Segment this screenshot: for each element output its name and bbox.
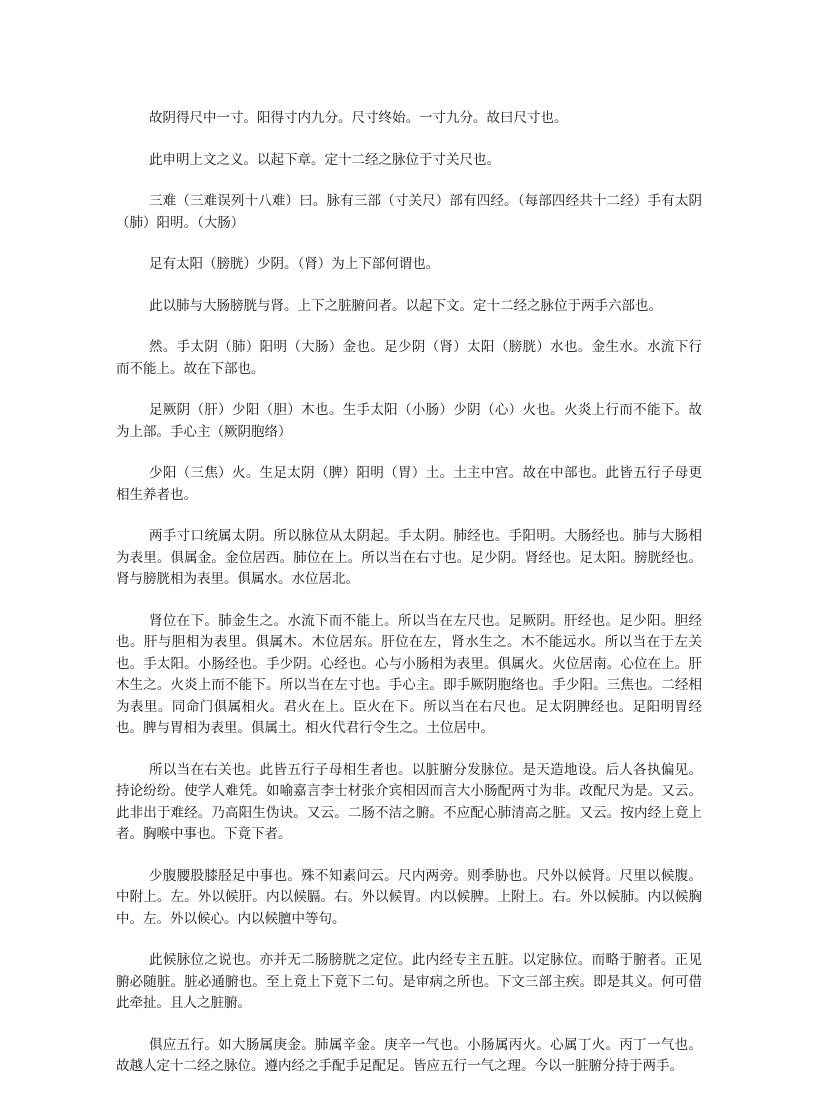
- document-page: [116, 108, 702, 1098]
- paragraph-5: 此以肺与大肠膀胱与肾。上下之脏腑问者。以起下文。定十二经之脉位于两手六部也。: [149, 297, 662, 314]
- paragraph-9: 两手寸口统属太阴。所以脉位从太阴起。手太阴。肺经也。手阳明。大肠经也。肺与大肠相为表里。俱属金。金位居西。肺位在上。所以当在右寸也。足少阴。肾经也。足太阳。膀胱经也。肾与膀胱相为表里。俱属水。水位居北。: [116, 528, 702, 587]
- paragraph-8: 少阳（三焦）火。生足太阴（脾）阳明（胃）土。土主中宫。故在中部也。此皆五行子母更相生养者也。: [116, 465, 702, 503]
- paragraph-12: 少腹腰股膝胫足中事也。殊不知素问云。尺内两旁。则季胁也。尺外以候肾。尺里以候腹。中附上。左。外以候肝。内以候膈。右。外以候胃。内以候脾。上附上。右。外以候肺。内以候胸中。左。外以候心。内以候膻中等句。: [116, 867, 702, 927]
- paragraph-1: 故阴得尺中一寸。阳得寸内九分。尺寸终始。一寸九分。故曰尺寸也。: [149, 110, 568, 126]
- paragraph-14: 俱应五行。如大肠属庚金。肺属辛金。庚辛一气也。小肠属丙火。心属丁火。丙丁一气也。故越人定十二经之脉位。遵内经之手配手足配足。皆应五行一气之理。今以一脏腑分持于两手。: [116, 1036, 702, 1074]
- paragraph-11: 所以当在右关也。此皆五行子母相生者也。以脏腑分发脉位。是天造地设。后人各执偏见。持论纷纷。使学人难凭。如喻嘉言李士材张介宾相因而言大小肠配两寸为非。改配尺为是。又云。此非出于难经。乃高阳生伪诀。又云。二肠不洁之腑。不应配心肺清高之脏。又云。按内经上竟上者。胸喉中事也。下竟下者。: [116, 761, 702, 842]
- paragraph-10: 肾位在下。肺金生之。水流下而不能上。所以当在左尺也。足厥阴。肝经也。足少阳。胆经也。肝与胆相为表里。俱属木。木位居东。肝位在左，肾水生之。木不能远水。所以当在于左关也。手太阳。小肠经也。手少阴。心经也。心与小肠相为表里。俱属火。火位居南。心位在上。肝木生之。火炎上而不能下。所以当在左寸也。手心主。即手厥阴胞络也。手少阳。三焦也。二经相为表里。同命门俱属相火。君火在上。臣火在下。所以当在右尺也。足太阴脾经也。足阳明胃经也。脾与胃相为表里。俱属土。相火代君行令生之。土位居中。: [116, 612, 702, 736]
- paragraph-7: 足厥阴（肝）少阳（胆）木也。生手太阳（小肠）少阴（心）火也。火炎上行而不能下。故为上部。手心主（厥阴胞络）: [116, 402, 702, 440]
- paragraph-3: 三难（三难误列十八难）曰。脉有三部（寸关尺）部有四经。（每部四经共十二经）手有太阴（肺）阳明。（大肠）: [116, 193, 702, 231]
- paragraph-13: 此候脉位之说也。亦并无二肠膀胱之定位。此内经专主五脏。以定脉位。而略于腑者。正见腑必随脏。脏必通腑也。至上竟上下竟下二句。是审病之所也。下文三部主疾。即是其义。何可借此牵扯。且人之脏腑。: [116, 952, 702, 1011]
- paragraph-4: 足有太阳（膀胱）少阴。（肾）为上下部何谓也。: [149, 256, 440, 272]
- paragraph-2: 此申明上文之义。以起下章。定十二经之脉位于寸关尺也。: [149, 151, 500, 168]
- paragraph-6: 然。手太阴（肺）阳明（大肠）金也。足少阴（肾）太阳（膀胱）水也。金生水。水流下行而不能上。故在下部也。: [116, 339, 702, 377]
